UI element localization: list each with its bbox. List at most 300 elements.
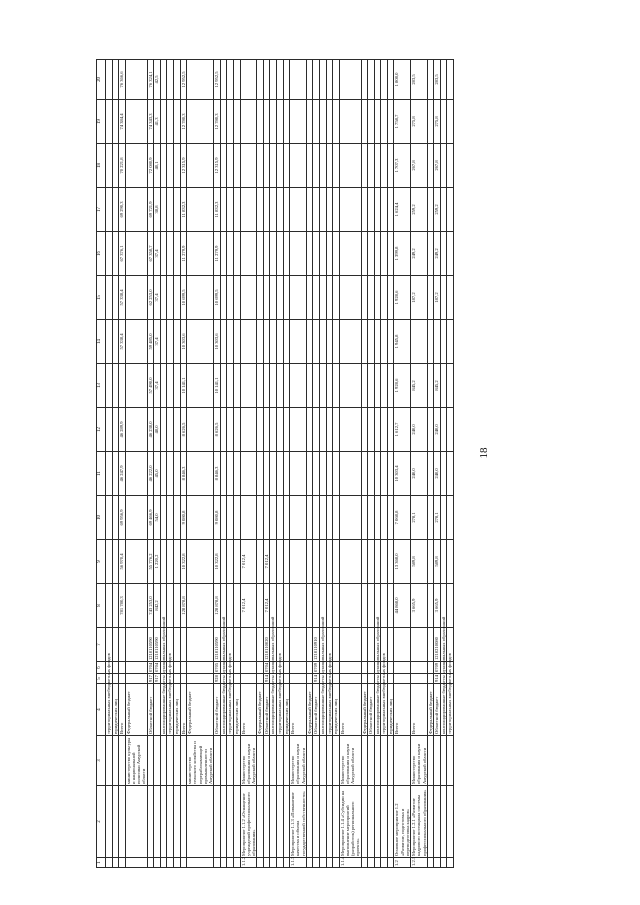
- value-cell: [326, 496, 333, 540]
- value-cell: [227, 188, 234, 232]
- value-cell: [167, 452, 174, 496]
- row-label-cell: 917: [154, 675, 160, 682]
- value-cell: [270, 60, 277, 100]
- row-label-cell: [167, 786, 174, 858]
- value-cell: [227, 540, 234, 584]
- value-cell: [368, 408, 375, 452]
- value-cell: [106, 452, 113, 496]
- row-label-cell: [187, 662, 214, 674]
- value-cell: 1 758,7: [394, 100, 411, 144]
- row-label-cell: Всего: [240, 684, 257, 736]
- value-cell: [313, 188, 320, 232]
- value-cell: [112, 100, 119, 144]
- value-cell: [427, 320, 434, 364]
- table-row: [173, 60, 180, 868]
- row-label-cell: [173, 662, 180, 674]
- value-cell: [160, 276, 167, 320]
- value-cell: [160, 452, 167, 496]
- value-cell: [447, 408, 454, 452]
- row-label-cell: [214, 858, 221, 868]
- value-cell: 8 846,3: [214, 452, 221, 496]
- row-label-cell: [112, 858, 119, 868]
- value-cell: [447, 452, 454, 496]
- row-label-cell: [427, 786, 434, 858]
- table-row: [220, 60, 227, 868]
- value-cell: [440, 232, 447, 276]
- value-cell: [381, 584, 388, 628]
- row-label-cell: [173, 628, 180, 662]
- table-row: [339, 60, 361, 868]
- value-cell: [125, 144, 147, 188]
- value-cell: [374, 540, 381, 584]
- value-cell: [270, 232, 277, 276]
- row-label-cell: [106, 858, 113, 868]
- value-cell: [276, 364, 283, 408]
- value-cell: [290, 452, 307, 496]
- value-cell: [339, 496, 361, 540]
- value-cell: 283,5: [434, 60, 441, 100]
- row-label-cell: [125, 786, 147, 858]
- column-header-cell: 13: [97, 364, 106, 408]
- value-cell: [263, 408, 270, 452]
- value-cell: [326, 584, 333, 628]
- value-cell: [447, 144, 454, 188]
- row-label-cell: [263, 736, 270, 786]
- value-cell: 1 808,0: [394, 60, 411, 100]
- row-label-cell: Всего: [339, 684, 361, 736]
- value-cell: [240, 452, 257, 496]
- value-cell: 67 358,7: [147, 232, 154, 276]
- value-cell: [319, 496, 326, 540]
- value-cell: [276, 584, 283, 628]
- value-cell: [361, 188, 368, 232]
- value-cell: [270, 320, 277, 364]
- value-cell: 69 290,3: [119, 188, 126, 232]
- row-label-cell: [387, 674, 394, 684]
- value-cell: [381, 100, 388, 144]
- value-cell: [276, 188, 283, 232]
- row-label-cell: [119, 662, 126, 674]
- row-label-cell: Областной бюджет: [214, 684, 221, 736]
- value-cell: [339, 100, 361, 144]
- value-cell: 69 721,9: [147, 188, 154, 232]
- value-cell: [220, 540, 227, 584]
- value-cell: 278,1: [411, 496, 428, 540]
- value-cell: 70 221,8: [119, 144, 126, 188]
- value-cell: [173, 408, 180, 452]
- row-label-cell: [125, 628, 147, 662]
- value-cell: 240,0: [434, 452, 441, 496]
- column-header-cell: 11: [97, 452, 106, 496]
- value-cell: [333, 584, 340, 628]
- value-cell: [112, 540, 119, 584]
- row-label-cell: 1.1.4: [339, 858, 361, 868]
- value-cell: [270, 144, 277, 188]
- value-cell: [440, 364, 447, 408]
- value-cell: [381, 276, 388, 320]
- row-label-cell: Всего: [119, 684, 126, 736]
- value-cell: [387, 452, 394, 496]
- row-label-cell: консолидированные бюджеты муниципальных образований: [160, 616, 166, 734]
- row-label-cell: [187, 858, 214, 868]
- value-cell: 589,8: [434, 540, 441, 584]
- value-cell: 12 952,5: [180, 60, 187, 100]
- value-cell: [227, 144, 234, 188]
- row-label-cell: [233, 674, 240, 684]
- value-cell: [326, 188, 333, 232]
- value-cell: [368, 320, 375, 364]
- value-cell: 743 253,0: [147, 584, 154, 628]
- row-label-cell: [333, 662, 340, 674]
- row-label-cell: [387, 662, 394, 674]
- value-cell: [319, 320, 326, 364]
- value-cell: 38,8: [154, 188, 161, 232]
- value-cell: [387, 232, 394, 276]
- column-header-cell: 15: [97, 276, 106, 320]
- budget-table: [96, 59, 454, 868]
- value-cell: 845,2: [434, 364, 441, 408]
- value-cell: [427, 60, 434, 100]
- row-label-cell: [125, 858, 147, 868]
- value-cell: 12 315,9: [214, 144, 221, 188]
- row-label-cell: [333, 674, 340, 684]
- column-header-cell: 3: [97, 736, 106, 786]
- column-header-cell: 1: [97, 858, 106, 868]
- value-cell: [447, 188, 454, 232]
- value-cell: [427, 496, 434, 540]
- value-cell: [187, 540, 214, 584]
- value-cell: [257, 320, 264, 364]
- value-cell: [411, 320, 428, 364]
- row-label-cell: Федеральный бюджет: [361, 684, 368, 736]
- row-label-cell: [112, 736, 119, 786]
- value-cell: [368, 188, 375, 232]
- row-label-cell: [276, 858, 283, 868]
- value-cell: [106, 144, 113, 188]
- value-cell: 13 368,0: [394, 540, 411, 584]
- value-cell: [326, 320, 333, 364]
- row-label-cell: [368, 786, 375, 858]
- value-cell: [187, 584, 214, 628]
- value-cell: [125, 540, 147, 584]
- value-cell: 11 832,3: [214, 188, 221, 232]
- value-cell: [167, 408, 174, 452]
- value-cell: [333, 408, 340, 452]
- row-label-cell: [119, 858, 126, 868]
- table-row: [106, 60, 113, 868]
- value-cell: [319, 60, 326, 100]
- value-cell: 11 279,9: [214, 232, 221, 276]
- value-cell: [270, 364, 277, 408]
- value-cell: [125, 276, 147, 320]
- value-cell: [167, 540, 174, 584]
- value-cell: [187, 60, 214, 100]
- value-cell: 37,4: [154, 232, 161, 276]
- row-label-cell: министерство культуры и национальной политики Амурской области: [125, 736, 147, 786]
- row-label-cell: [167, 736, 174, 786]
- value-cell: 275,8: [434, 100, 441, 144]
- row-label-cell: [333, 736, 340, 786]
- row-label-cell: [263, 786, 270, 858]
- row-label-cell: [240, 662, 257, 674]
- value-cell: [276, 452, 283, 496]
- value-cell: [319, 452, 326, 496]
- row-label-cell: 1210110590: [147, 628, 154, 662]
- value-cell: [220, 452, 227, 496]
- value-cell: 187,2: [411, 276, 428, 320]
- table-row: [447, 60, 454, 868]
- row-label-cell: [319, 858, 326, 868]
- row-label-cell: [381, 858, 388, 868]
- value-cell: [263, 496, 270, 540]
- row-label-cell: [306, 662, 313, 674]
- value-cell: [167, 100, 174, 144]
- row-label-cell: [147, 858, 154, 868]
- value-cell: 8 626,5: [214, 408, 221, 452]
- value-cell: [112, 364, 119, 408]
- value-cell: [187, 364, 214, 408]
- row-label-cell: [160, 736, 167, 786]
- value-cell: [187, 408, 214, 452]
- row-label-cell: [434, 858, 441, 868]
- row-label-cell: [333, 786, 340, 858]
- value-cell: [319, 364, 326, 408]
- value-cell: [333, 452, 340, 496]
- column-header-cell: 4: [97, 684, 106, 736]
- row-label-cell: [326, 858, 333, 868]
- value-cell: [220, 364, 227, 408]
- row-label-cell: 1210110590: [154, 628, 161, 662]
- row-label-cell: юридических лиц: [283, 684, 290, 736]
- row-label-cell: [257, 662, 264, 674]
- value-cell: [283, 496, 290, 540]
- row-label-cell: [361, 736, 368, 786]
- row-label-cell: [394, 662, 411, 674]
- value-cell: [173, 60, 180, 100]
- value-cell: [160, 144, 167, 188]
- value-cell: 7 012,4: [263, 584, 270, 628]
- row-label-cell: 0704: [147, 662, 153, 672]
- value-cell: [361, 540, 368, 584]
- value-cell: [233, 496, 240, 540]
- value-cell: [361, 452, 368, 496]
- value-cell: [333, 144, 340, 188]
- table-row: [119, 60, 126, 868]
- value-cell: [387, 60, 394, 100]
- row-label-cell: [160, 786, 167, 858]
- column-header-cell: 19: [97, 100, 106, 144]
- value-cell: 12 780,3: [180, 100, 187, 144]
- table-row: [333, 60, 340, 868]
- value-cell: [283, 364, 290, 408]
- value-cell: [270, 408, 277, 452]
- row-label-cell: [374, 736, 381, 786]
- row-label-cell: [283, 736, 290, 786]
- table-row: [147, 60, 154, 868]
- value-cell: [427, 276, 434, 320]
- value-cell: [290, 100, 307, 144]
- row-label-cell: Федеральный бюджет: [125, 684, 147, 736]
- column-header-cell: 17: [97, 188, 106, 232]
- value-cell: [112, 320, 119, 364]
- row-label-cell: [306, 736, 313, 786]
- row-label-cell: [290, 662, 307, 674]
- column-number-row: [97, 60, 106, 868]
- value-cell: [257, 452, 264, 496]
- row-label-cell: Областной бюджет: [313, 684, 320, 736]
- value-cell: [290, 408, 307, 452]
- value-cell: 267,8: [411, 144, 428, 188]
- value-cell: [187, 496, 214, 540]
- value-cell: [220, 276, 227, 320]
- row-label-cell: [220, 786, 227, 858]
- value-cell: [440, 540, 447, 584]
- row-label-cell: [233, 786, 240, 858]
- value-cell: [240, 408, 257, 452]
- value-cell: 10 699,5: [180, 276, 187, 320]
- value-cell: [374, 496, 381, 540]
- value-cell: [173, 100, 180, 144]
- value-cell: 69 466,9: [147, 496, 154, 540]
- row-label-cell: [361, 628, 368, 662]
- value-cell: [125, 232, 147, 276]
- value-cell: [257, 496, 264, 540]
- value-cell: [368, 144, 375, 188]
- value-cell: [339, 60, 361, 100]
- row-label-cell: [233, 736, 240, 786]
- value-cell: 128 878,8: [180, 584, 187, 628]
- row-label-cell: территориальных внебюджетных фондов: [167, 653, 173, 734]
- column-header-cell: 7: [97, 628, 106, 662]
- row-label-cell: консолидированные бюджеты муниципальных образований: [374, 616, 380, 734]
- value-cell: [427, 452, 434, 496]
- value-cell: [112, 584, 119, 628]
- value-cell: 37,4: [154, 364, 161, 408]
- value-cell: [326, 276, 333, 320]
- value-cell: [387, 144, 394, 188]
- value-cell: [306, 496, 313, 540]
- value-cell: [361, 320, 368, 364]
- row-label-cell: территориальных внебюджетных фондов: [326, 653, 332, 734]
- table-row: [381, 60, 388, 868]
- value-cell: [270, 540, 277, 584]
- table-row: [434, 60, 441, 868]
- value-cell: [387, 540, 394, 584]
- value-cell: [306, 320, 313, 364]
- value-cell: [339, 232, 361, 276]
- table-row: [180, 60, 187, 868]
- row-label-cell: [440, 736, 447, 786]
- value-cell: [283, 60, 290, 100]
- value-cell: 283,5: [411, 60, 428, 100]
- value-cell: [106, 364, 113, 408]
- row-label-cell: [374, 786, 381, 858]
- row-label-cell: [387, 786, 394, 858]
- row-label-cell: Областной бюджет: [368, 684, 375, 736]
- value-cell: [257, 364, 264, 408]
- value-cell: [374, 320, 381, 364]
- value-cell: [339, 276, 361, 320]
- value-cell: [339, 584, 361, 628]
- value-cell: [326, 144, 333, 188]
- value-cell: 10 303,6: [214, 320, 221, 364]
- row-label-cell: 917: [147, 675, 153, 682]
- value-cell: 10 303,4: [394, 452, 411, 496]
- value-cell: [447, 364, 454, 408]
- value-cell: [125, 188, 147, 232]
- table-row: [283, 60, 290, 868]
- value-cell: [233, 408, 240, 452]
- row-label-cell: [290, 628, 307, 662]
- value-cell: [257, 144, 264, 188]
- value-cell: [227, 276, 234, 320]
- row-label-cell: 1.2.1: [411, 858, 428, 868]
- value-cell: 44 868,0: [394, 584, 411, 628]
- value-cell: [263, 188, 270, 232]
- value-cell: [387, 188, 394, 232]
- row-label-cell: [106, 736, 113, 786]
- value-cell: 67 376,1: [119, 232, 126, 276]
- column-header-cell: 6: [97, 662, 106, 674]
- table-row: [160, 60, 167, 868]
- table-row: [319, 60, 326, 868]
- row-label-cell: [154, 786, 161, 858]
- row-label-cell: Областной бюджет: [263, 684, 270, 736]
- value-cell: [440, 60, 447, 100]
- row-label-cell: 0709: [313, 662, 319, 672]
- value-cell: [276, 144, 283, 188]
- value-cell: 3 665,9: [434, 584, 441, 628]
- value-cell: 62 253,0: [147, 276, 154, 320]
- table-row: [214, 60, 221, 868]
- row-label-cell: [167, 858, 174, 868]
- value-cell: [368, 584, 375, 628]
- value-cell: [333, 320, 340, 364]
- value-cell: [361, 100, 368, 144]
- row-label-cell: [270, 736, 277, 786]
- row-label-cell: [326, 736, 333, 786]
- value-cell: [374, 60, 381, 100]
- value-cell: [240, 496, 257, 540]
- value-cell: [112, 408, 119, 452]
- row-label-cell: [368, 674, 375, 684]
- value-cell: 259,2: [434, 188, 441, 232]
- row-label-cell: консолидированные бюджеты муниципальных образований: [319, 616, 325, 734]
- value-cell: [270, 188, 277, 232]
- value-cell: 589,8: [411, 540, 428, 584]
- value-cell: [220, 408, 227, 452]
- value-cell: [167, 232, 174, 276]
- value-cell: [167, 496, 174, 540]
- row-label-cell: [427, 858, 434, 868]
- value-cell: [361, 364, 368, 408]
- value-cell: [381, 188, 388, 232]
- row-label-cell: [368, 628, 375, 662]
- value-cell: 845,2: [411, 364, 428, 408]
- value-cell: [173, 144, 180, 188]
- row-label-cell: юридических лиц: [333, 684, 340, 736]
- value-cell: [276, 60, 283, 100]
- value-cell: [240, 144, 257, 188]
- value-cell: [112, 188, 119, 232]
- value-cell: [173, 320, 180, 364]
- value-cell: [326, 452, 333, 496]
- value-cell: [173, 188, 180, 232]
- row-label-cell: 1.1.2: [240, 858, 257, 868]
- value-cell: [361, 276, 368, 320]
- column-header-cell: 9: [97, 540, 106, 584]
- value-cell: [125, 408, 147, 452]
